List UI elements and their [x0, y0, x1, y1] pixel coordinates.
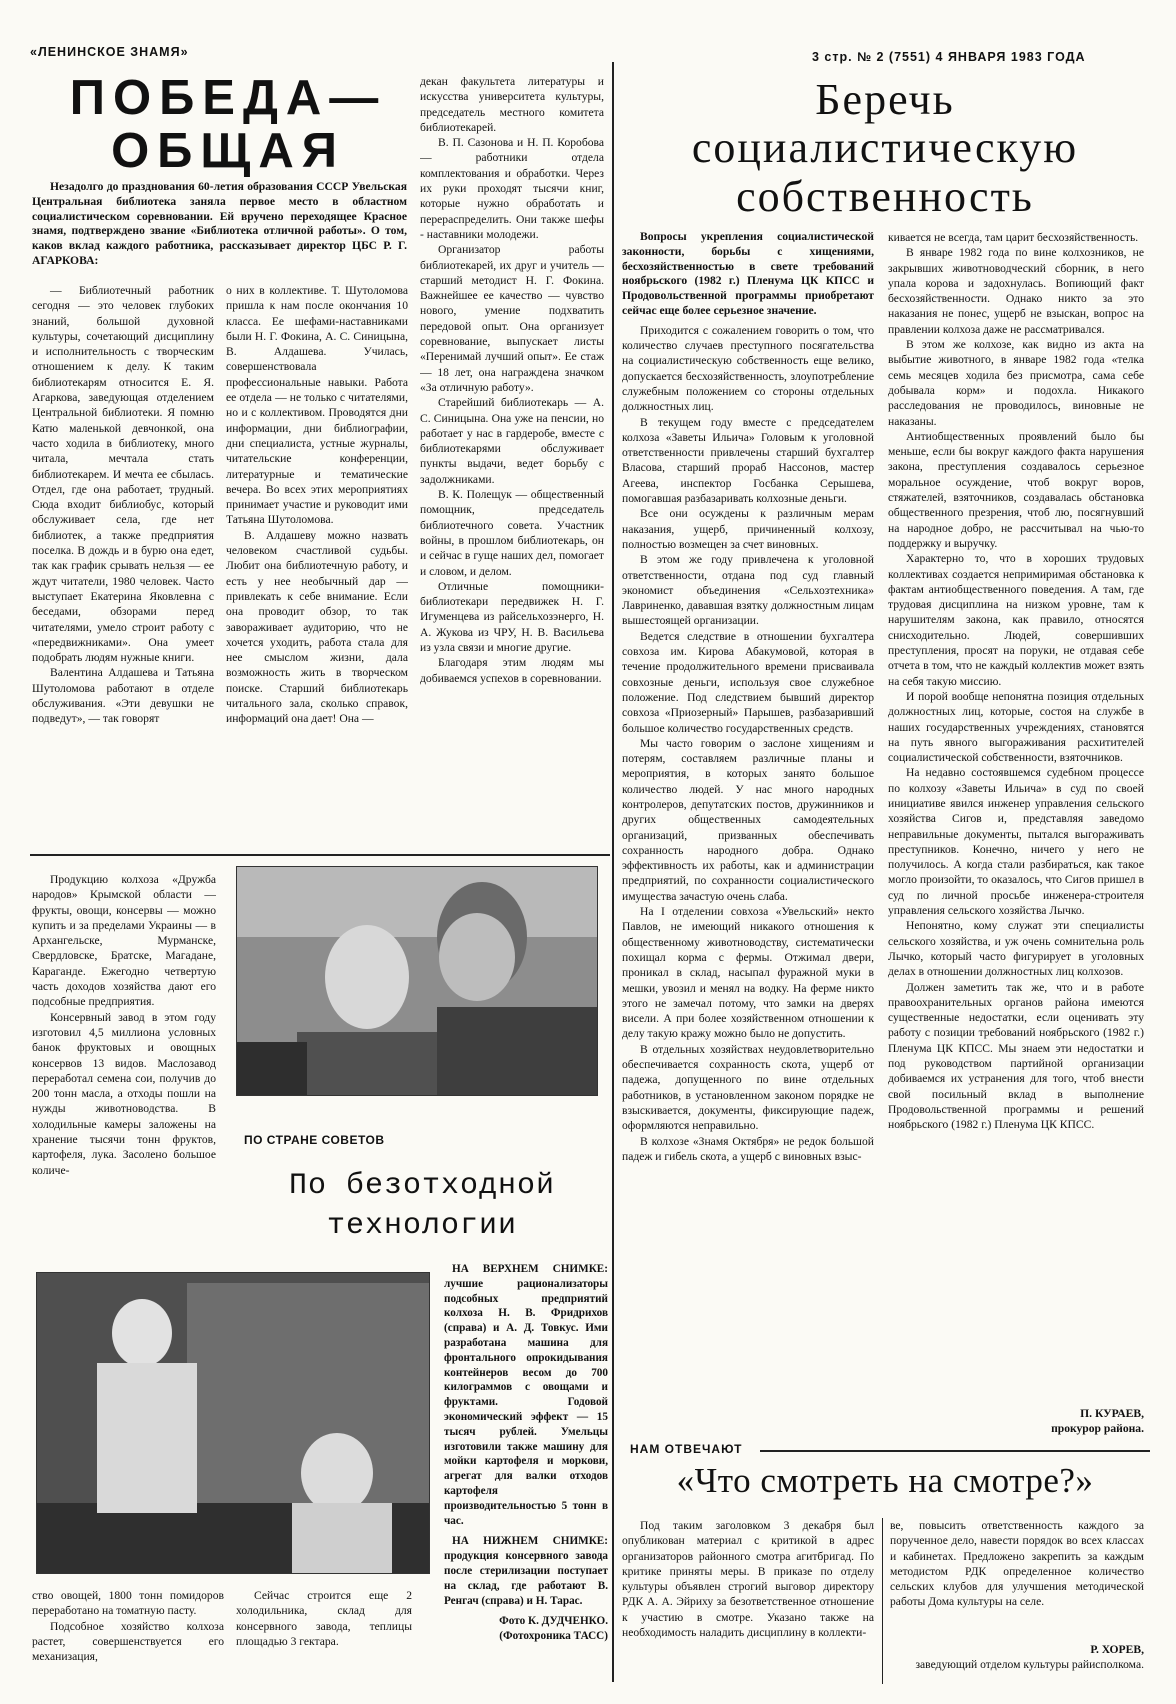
property-paragraph: Непонятно, кому служат эти специалисты сельского хозяйства, и уж очень сомнительна роль Лычко, который часто фигурирует в уголовных делах в отношении должностных лиц колхозов. — [888, 919, 1144, 979]
property-paragraph: В январе 1982 года по вине колхозников, не закрывших животноводческий сборник, в него упала корова и задохнулась. Вопиющий факт бесхозяйственности. Однако никто за это наказания не понес, ущерб не взыскан, вопрос на правлении колхоза даже не рассматривался. — [888, 246, 1144, 336]
property-paragraph: И порой вообще непонятна позиция отдельных должностных лиц, которые, состоя на службе в наших государственных учреждениях, становятся на путь явного выгораживания расхитителей социалистической собственности, взяточников. — [888, 689, 1144, 765]
photo-credit-author: Фото К. ДУДЧЕНКО. — [499, 1615, 608, 1628]
photo-lower-warehouse — [36, 1272, 430, 1574]
caption-bottom: НА НИЖНЕМ СНИМКЕ: продукция консервного завода после стерилизации поступает на склад, где работают В. Ренгач (справа) и Н. Тарас. — [444, 1535, 608, 1607]
property-paragraph: Ведется следствие в отношении бухгалтера совхоза им. Кирова Абакумовой, которая в течение продолжительного времени присваивала совхозные деньги, используя свое служебное положение. Под следствием бывший директор совхоза «Приозерный» Парышев, разбазаривший большое количество государственных средств. — [622, 629, 874, 735]
library-paragraph: В. П. Сазонова и Н. П. Коробова — работники отдела комплектования и обработки. Через их руки проходят тысячи книг, которые нужно обработать и перераспределить. Они также шефы - наставники молодежи. — [420, 136, 604, 241]
photo-upper-image — [237, 867, 597, 1095]
review-signature-role: заведующий отделом культуры райисполкома. — [915, 1658, 1144, 1671]
library-lead-text: Незадолго до празднования 60-летия образования СССР Увельская Центральная библиотека заняла первое место в областном социалистическом соревновании. Ей вручено переходящее Красное знамя, подтверждено звание «Библиотека отличной работы». О том, каков вклад каждого работника, рассказывает директор ЦБС Р. Г. АГАРКОВА: — [32, 180, 407, 267]
property-paragraph: В колхозе «Знамя Октября» не редок большой падеж и гибель скота, а ущерб с виновных взыс- — [622, 1134, 874, 1163]
photo-credit — [444, 1614, 608, 1644]
library-paragraph: В. К. Полещук — общественный помощник, председатель библиотечного совета. Участник войны, в прошлом библиотекарь, он и сейчас в гуще наших дел, помогает и словом, и делом. — [420, 488, 604, 578]
property-title-line2: социалистическую — [691, 123, 1079, 173]
property-signature-role: прокурор района. — [1051, 1422, 1144, 1435]
library-column-1 — [32, 283, 214, 843]
library-paragraph: Благодаря этим людям мы добиваемся успехов в соревновании. — [420, 656, 604, 685]
caption-top: НА ВЕРХНЕМ СНИМКЕ: лучшие рационализаторы подсобных предприятий колхоза Н. В. Фридрихов (справа) и А. Д. Товкус. Ими разработана машина для фронтального опрокидывания контейнеров весом до 700 килограммов с овощами и фруктами. Годовой экономический эффект — 15 тысяч рублей. Умельцы изготовили также машину для мойки картофеля и моркови, агрегат для валки отходов картофеля производительностью 5 тонн в час. — [444, 1263, 608, 1527]
property-paragraph: В этом же колхозе, как видно из акта на выбытие животного, в январе 1982 года «телка семь месяцев ходила без присмотра, сама себе добывала корм» и подохла. Никакого расследования не проводилось, виновные не наказаны. — [888, 338, 1144, 428]
property-signature — [888, 1406, 1144, 1436]
property-paragraph: Мы часто говорим о заслоне хищениям и потерям, составляем различные планы и мероприятия, в которых занято большое количество людей. У нас много народных контролеров, депутатских постов, дружинников и других общественных самодеятельных организаций, призванных обеспечивать сохранность народного добра. Однако эффективность их работы, как и администрации предприятий, по сохранности социалистического имущества зачастую очень слаба. — [622, 736, 874, 903]
library-column-2 — [226, 283, 408, 843]
property-paragraph: В текущем году вместе с председателем колхоза «Заветы Ильича» Головым к уголовной ответственности привлечены старший бухгалтер Власова, старший прораб Нассонов, мастер Агеева, инспектор Госбанка Серышева, помогавшая разбазаривать колхозные деньги. — [622, 415, 874, 506]
property-paragraph: В этом же году привлечена к уголовной ответственности, отдана под суд главный экономист объединения «Сельхозтехника» Лавриненко, дававшая взятку должностным лицам вышестоящей организации. — [622, 553, 874, 628]
property-paragraph: Характерно то, что в хороших трудовых коллективах создается непримиримая обстановка к фактам антиобщественного поведения. А там, где трудовая дисциплина на низком уровне, там к нарушителям закона, как правило, относятся снисходительно. Людей, совершивших преступления, просят на поруки, не отдавая себе отчета в том, что не каждый коллектив может взять на себя такую миссию. — [888, 552, 1144, 688]
property-column-1 — [622, 230, 874, 1438]
library-paragraph: Отличные помощники-библиотекари передвижек Н. Г. Игуменцева из райсельхозэнерго, Н. А. Жукова из ЧРУ, Н. В. Васильева из узла связи и многие другие. — [420, 579, 604, 654]
cannery-title — [236, 1166, 608, 1246]
cannery-title-line1: По безотходной — [288, 1169, 556, 1203]
photo-upper-workers — [236, 866, 598, 1096]
property-column-2 — [888, 230, 1144, 1400]
library-paragraph: — Библиотечный работник сегодня — это человек глубоких знаний, большой духовной культуры, сочетающий дисциплину и исполнительность с творческим отношением к делу. К таким библиотекарям относится Е. Я. Агаркова, заведующая отделением Центральной библиотеки. Я помню Катю маленькой девчонкой, она часто ходила в библиотеку, много читала, мечтала стать библиотекарем. И мечта ее сбылась. Отдел, где она работает, трудный. Сюда входит библиобус, который обслуживает села, где нет библиотек, а также предприятия поселка. В дождь и в бурю она едет, так как график срывать нельзя — ее ждут читатели, 1980 человек. Часто выступает Екатерина Яковлевна с беседами, обзорами перед читателями, умело строит работу с «передвижниками». Она умеет подобрать людям нужные книги. — [32, 284, 214, 665]
property-paragraph: На I отделении совхоза «Увельский» некто Павлов, не имеющий никакого отношения к общественному животноводству, систематически похищал корма с фермы. Отжимал двери, проникал в склад, насыпал фуражной муки в мешки, увозил и менял на водку. На ферме никто этого не замечал потому, что замки на дверях висели. А при более хозяйственном отношении к делу такую кражу можно было не допустить. — [622, 905, 874, 1041]
section-divider — [30, 854, 610, 856]
review-paragraph: ве, повысить ответственность каждого за порученное дело, навести порядок во всех классах и кабинетах. Предложено закрепить за каждым методистом РДК определенное количество сельских клубов для улучшения методической работы Дома культуры на селе. — [890, 1519, 1144, 1609]
cannery-column-1 — [32, 872, 216, 1258]
cannery-column-3 — [236, 1588, 412, 1686]
library-title — [38, 72, 418, 178]
cannery-paragraph: Продукцию колхоза «Дружба народов» Крымской области — фрукты, овощи, консервы — можно купить и за пределами Украины — в Архангельске, Мурманске, Свердловске, Братске, Магадане, Караганде. Ежегодно четвертую часть доходов хозяйства дают его подсобные предприятия. — [32, 873, 216, 1009]
library-paragraph: Валентина Алдашева и Татьяна Шутоломова работают в отделе обслуживания. «Эти девушки не подведут», — так говорят — [32, 666, 214, 726]
cannery-paragraph: Консервный завод в этом году изготовил 4,5 миллиона условных банок фруктовых и овощных консервов 13 видов. Маслозавод переработал семена сои, получив до 200 тонн масла, а отходы пошли на нужды животноводства. В холодильные камеры заложены на хранение тысячи тонн фруктов, картофеля, лука. Засолено большое количе- — [32, 1010, 216, 1177]
issue-info: 3 стр. № 2 (7551) 4 ЯНВАРЯ 1983 ГОДА — [812, 50, 1086, 64]
photo-credit-agency: (Фотохроника ТАСС) — [499, 1630, 608, 1643]
paper-name: «ЛЕНИНСКОЕ ЗНАМЯ» — [30, 45, 189, 59]
property-signature-name: П. КУРАЕВ, — [1080, 1407, 1144, 1420]
property-paragraph: кивается не всегда, там царит бесхозяйственность. — [888, 231, 1139, 244]
cannery-paragraph: ство овощей, 1800 тонн помидоров переработано на томатную пасту. — [32, 1589, 224, 1618]
property-paragraph: На недавно состоявшемся судебном процессе по колхозу «Заветы Ильича» в суд по своей инициативе явился инженер управления сельского хозяйства Сигов и, представляя заведомо неправильные документы, пытался выгораживать преступников. Конечно, ничего у него не получилось. А когда стали разбираться, как такое могло произойти, то оказалось, что Сигов пришел в суд по личной просьбе инженера-строителя управления сельского хозяйства Лычко. — [888, 766, 1144, 918]
property-title — [620, 76, 1150, 221]
library-paragraph: декан факультета литературы и искусства университета культуры, председатель местного комитета библиотекарей. — [420, 75, 604, 134]
review-column-divider — [882, 1518, 883, 1684]
property-paragraph: В отдельных хозяйствах неудовлетворительно обеспечивается сохранность скота, ущерб от падежа, допущенного по вине отдельных работников, в установленном законом порядке не взыскивается, документы, фиксирующие падеж, оформляются неправильно. — [622, 1042, 874, 1133]
property-lead — [622, 230, 874, 319]
library-paragraph: Старейший библиотекарь — А. С. Синицына. Она уже на пенсии, но работает у нас в гардеробе, вместе с библиотекарями обслуживает пункты выдачи, ведет борьбу с задолжниками. — [420, 396, 604, 486]
cannery-captions — [444, 1262, 608, 1692]
cannery-paragraph: Сейчас строится еще 2 холодильника, склад для консервного завода, теплицы площадью 3 гектара. — [236, 1589, 412, 1648]
photo-lower-image — [37, 1273, 429, 1573]
property-title-line1: Беречь — [815, 75, 955, 124]
library-lead — [32, 180, 407, 269]
review-column-1 — [622, 1518, 874, 1686]
property-paragraph: Должен заметить так же, что и в работе правоохранительных органов района имеются существенные недостатки, если оценивать эту работу с позиции требований ноябрьского (1982 г.) Пленума ЦК КПСС. Мы знаем эти недостатки и под руководством партийной организации добиваемся их устранения для того, чтоб внести свой посильный вклад в выполнение Продовольственной программы и решений ноябрьского (1982 г.) Пленума ЦК КПСС. — [888, 980, 1144, 1132]
property-paragraph: Приходится с сожалением говорить о том, что количество случаев преступного посягательства на социалистическую собственность еще велико, допускается бесхозяйственность, злоупотребление служебным положением со стороны отдельных должностных лиц. — [622, 323, 874, 414]
library-paragraph: Организатор работы библиотекарей, их друг и учитель — старший методист Н. Г. Фокина. Важнейшее ее качество — чувство нового, умение подхватить передовой опыт. Она организует соревнование, выпускает листы «Перенимай лучший опыт». Ее стаж — 18 лет, она награждена значком «За отличную работу». — [420, 243, 604, 394]
property-lead-text: Вопросы укрепления социалистической законности, борьбы с хищениями, бесхозяйственностью в свете требований ноябрьского (1982 г.) Пленума ЦК КПСС и Продовольственной программы приобретают сейчас еще более серьезное значение. — [622, 230, 874, 317]
review-column-2 — [890, 1518, 1144, 1638]
review-top-rule — [760, 1450, 1150, 1452]
library-paragraph: о них в коллективе. Т. Шутоломова пришла к нам после окончания 10 класса. Ее шефами-наставниками были Н. Г. Фокина, А. С. Синицына, В. Алдашева. Училась, совершенствовала профессиональные навыки. Работа ее отдела — не только с читателями, но и с коллективом. Проводятся дни информации, дни библиографии, дни специалиста, устные журналы, читательские конференции, литературные и тематические вечера. Во всех этих мероприятиях принимает участие и руководит ими Татьяна Шутоломова. — [226, 284, 408, 527]
library-column-3 — [420, 74, 604, 844]
review-title: «Что смотреть на смотре?» — [676, 1461, 1094, 1500]
property-paragraph: Антиобщественных проявлений было бы меньше, если бы вокруг каждого факта нарушения закона, преступления создавалось серьезное моральное осуждение, чтоб вокруг воров, стяжателей, взяточников, создавалась обстановка общественного презрения, чтоб лю, посягнувший на народное добро, не рассчитывал на чью-то поддержку и выручку. — [888, 429, 1144, 550]
cannery-title-line2: технологии — [326, 1209, 518, 1243]
library-paragraph: В. Алдашеву можно назвать человеком счастливой судьбы. Любит она библиотечную работу, и есть у нее необычный дар — привлекать к себе внимание. Если она проводит обзор, то так завораживает аудиторию, что не хочется уходить, работа стала для нее смыслом жизни, дала возможность жить в творческом поиске. Старший библиотекарь читального зала, сколько справок, информаций она дает! Она — — [226, 528, 408, 726]
cannery-paragraph: Подсобное хозяйство колхоза растет, совершенствуется его механизация, — [32, 1619, 224, 1664]
review-rubric: НАМ ОТВЕЧАЮТ — [630, 1442, 743, 1456]
property-paragraph: Все они осуждены к различным мерам наказания, ущерб, причиненный колхозу, полностью возмещен за счет виновных. — [622, 507, 874, 551]
column-divider — [612, 62, 614, 1682]
property-title-line3: собственность — [736, 171, 1034, 221]
review-paragraph: Под таким заголовком 3 декабря был опубликован материал с критикой в адрес организаторов районного смотра агитбригад. По критике приняты меры. В приказе по отделу культуры объявлен строгий выговор директору РДК А. А. Эйриху за безответственное отношение к участию в смотре. Указано также на необходимость наладить дисциплину в коллекти- — [622, 1519, 874, 1640]
cannery-column-2 — [32, 1588, 224, 1686]
library-title-line1: ПОБЕДА— — [69, 71, 387, 125]
cannery-rubric: ПО СТРАНЕ СОВЕТОВ — [244, 1133, 385, 1147]
review-signature — [890, 1642, 1144, 1672]
library-title-line2: ОБЩАЯ — [111, 123, 345, 178]
review-signature-name: Р. ХОРЕВ, — [1090, 1643, 1144, 1656]
